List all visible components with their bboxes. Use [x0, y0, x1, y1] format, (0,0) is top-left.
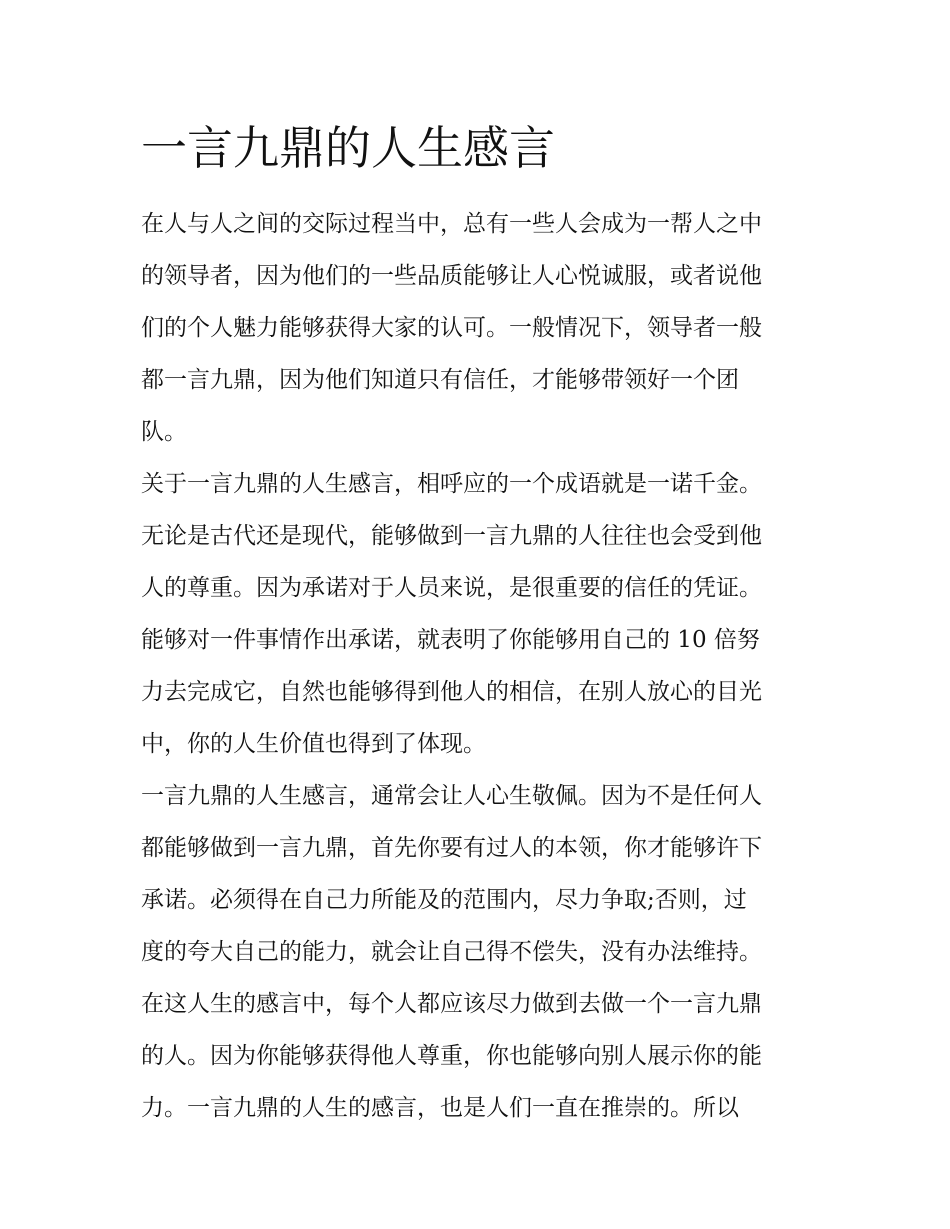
- text-line: 的领导者，因为他们的一些品质能够让人心悦诚服，或者说他: [141, 263, 762, 289]
- page-title: 一言九鼎的人生感言: [141, 121, 555, 175]
- body-text: [141, 198, 815, 1134]
- text-line: 队。: [141, 419, 187, 445]
- text-line: 能够对一件事情作出承诺，就表明了你能够用自己的 10 倍努: [141, 627, 760, 653]
- text-line: 在这人生的感言中，每个人都应该尽力做到去做一个一言九鼎: [141, 991, 762, 1017]
- text-line: 们的个人魅力能够获得大家的认可。一般情况下，领导者一般: [141, 315, 762, 341]
- text-line: 无论是古代还是现代，能够做到一言九鼎的人往往也会受到他: [141, 523, 762, 549]
- text-line: 度的夸大自己的能力，就会让自己得不偿失，没有办法维持。: [141, 939, 762, 965]
- text-line: 在人与人之间的交际过程当中，总有一些人会成为一帮人之中: [141, 211, 762, 237]
- text-line: 都能够做到一言九鼎，首先你要有过人的本领，你才能够许下: [141, 835, 762, 861]
- text-line: 的人。因为你能够获得他人尊重，你也能够向别人展示你的能: [141, 1043, 762, 1069]
- text-line: 人的尊重。因为承诺对于人员来说，是很重要的信任的凭证。: [141, 575, 762, 601]
- text-line: 都一言九鼎，因为他们知道只有信任，才能够带领好一个团: [141, 367, 739, 393]
- text-line: 承诺。必须得在自己力所能及的范围内，尽力争取;否则，过: [141, 887, 747, 913]
- text-line: 中，你的人生价值也得到了体现。: [141, 731, 486, 757]
- text-line: 关于一言九鼎的人生感言，相呼应的一个成语就是一诺千金。: [141, 471, 762, 497]
- text-line: 一言九鼎的人生感言，通常会让人心生敬佩。因为不是任何人: [141, 783, 762, 809]
- text-line: 力去完成它，自然也能够得到他人的相信，在别人放心的目光: [141, 679, 762, 705]
- text-line: 力。一言九鼎的人生的感言，也是人们一直在推崇的。所以: [141, 1095, 739, 1121]
